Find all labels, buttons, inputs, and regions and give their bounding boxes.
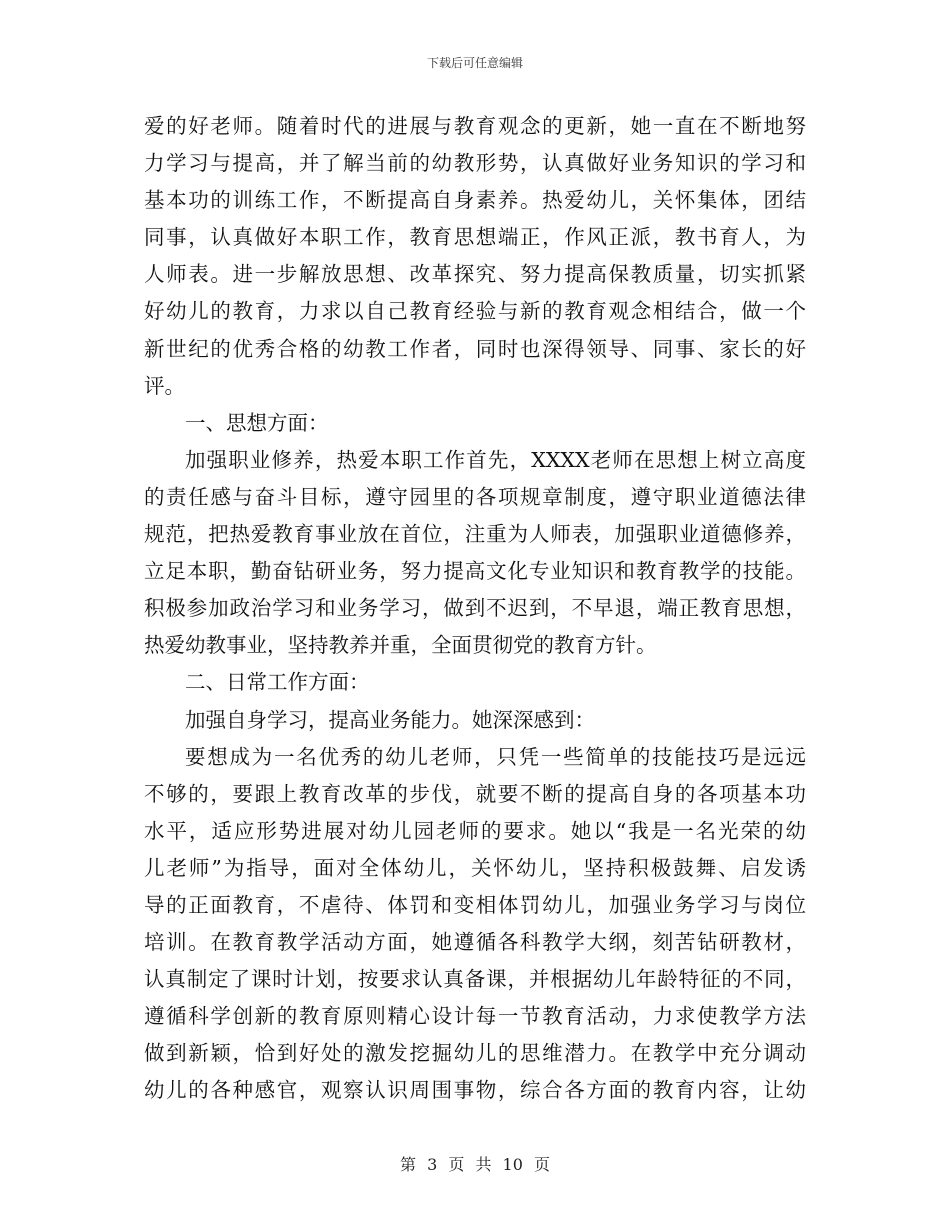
text-line: 同事，认真做好本职工作，教育思想端正，作风正派，教书育人，为 — [144, 225, 806, 250]
text-line: 立足本职，勤奋钻研业务，努力提高文化专业知识和教育教学的技能。 — [144, 559, 806, 584]
text-line: 要想成为一名优秀的幼儿老师，只凭一些简单的技能技巧是远远 — [185, 744, 806, 769]
text-line: 新世纪的优秀合格的幼教工作者，同时也深得领导、同事、家长的好 — [144, 336, 806, 361]
text-line: 遵循科学创新的教育原则精心设计每一节教育活动，力求使教学方法 — [144, 1004, 806, 1029]
text-line: 规范，把热爱教育事业放在首位，注重为人师表，加强职业道德修养， — [144, 522, 806, 547]
section-heading: 二、日常工作方面： — [185, 670, 370, 695]
text-line: 爱的好老师。随着时代的进展与教育观念的更新，她一直在不断地努 — [144, 114, 806, 138]
text-line: 评。 — [144, 373, 185, 398]
text-line: 儿老师”为指导，面对全体幼儿，关怀幼儿，坚持积极鼓舞、启发诱 — [144, 855, 806, 880]
text-line: 积极参加政治学习和业务学习，做到不迟到，不早退，端正教育思想， — [144, 596, 806, 621]
text-line: 不够的，要跟上教育改革的步伐，就要不断的提高自身的各项基本功 — [144, 781, 806, 806]
text-line: 力学习与提高，并了解当前的幼教形势，认真做好业务知识的学习和 — [144, 151, 806, 176]
page-header: 下载后可任意编辑 — [426, 56, 523, 70]
text-line: 加强自身学习，提高业务能力。她深深感到： — [185, 707, 595, 732]
text-line: 水平，适应形势进展对幼儿园老师的要求。她以“我是一名光荣的幼 — [144, 818, 806, 843]
text-line: 做到新颖，恰到好处的激发挖掘幼儿的思维潜力。在教学中充分调动 — [144, 1041, 806, 1066]
text-line: 的责任感与奋斗目标，遵守园里的各项规章制度，遵守职业道德法律 — [144, 484, 806, 509]
text-line: 培训。在教育教学活动方面，她遵循各科教学大纲，刻苦钻研教材， — [144, 930, 806, 955]
text-line: 加强职业修养，热爱本职工作首先，XXXX老师在思想上树立高度 — [185, 447, 806, 472]
document-body — [144, 108, 806, 1110]
text-line: 导的正面教育，不虐待、体罚和变相体罚幼儿，加强业务学习与岗位 — [144, 892, 806, 917]
text-line: 好幼儿的教育，力求以自己教育经验与新的教育观念相结合，做一个 — [144, 299, 806, 324]
text-line: 人师表。进一步解放思想、改革探究、努力提高保教质量，切实抓紧 — [144, 262, 806, 287]
page-number: 第 3 页 共 10 页 — [400, 1155, 550, 1174]
text-line: 基本功的训练工作，不断提高自身素养。热爱幼儿，关怀集体，团结 — [144, 188, 806, 213]
text-line: 认真制定了课时计划，按要求认真备课，并根据幼儿年龄特征的不同， — [144, 967, 806, 992]
section-heading: 一、思想方面： — [185, 410, 329, 435]
text-line: 幼儿的各种感官，观察认识周围事物，综合各方面的教育内容，让幼 — [144, 1078, 806, 1103]
text-line: 热爱幼教事业，坚持教养并重，全面贯彻党的教育方针。 — [144, 633, 657, 658]
